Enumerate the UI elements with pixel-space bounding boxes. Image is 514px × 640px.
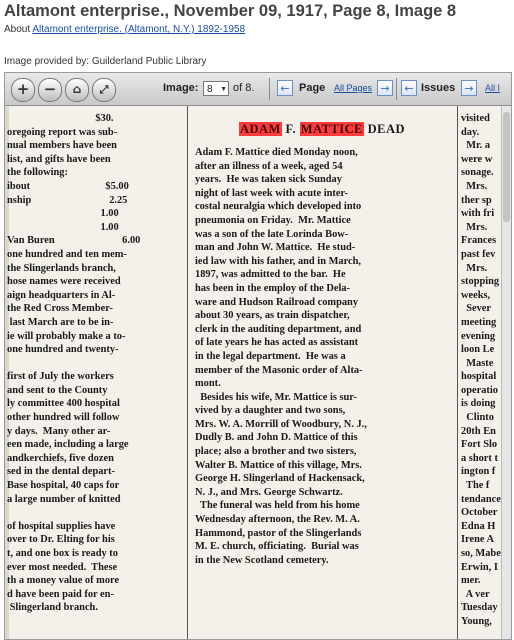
fullscreen-button[interactable] <box>92 78 116 102</box>
right-column-line: with fri <box>461 208 495 220</box>
right-column-line: ther sp <box>461 194 492 206</box>
column-rule <box>457 106 458 639</box>
article-line: Mrs. W. A. Morrill of Woodbury, N. J., <box>195 418 367 430</box>
right-column-line: Mrs. <box>461 221 488 233</box>
article-line: after an illness of a week, aged 54 <box>195 160 343 172</box>
left-column-line: th a money value of more <box>7 575 120 587</box>
scrollbar-thumb[interactable] <box>503 112 510 222</box>
article-line: in the New Scotland cemetery. <box>195 554 329 566</box>
article-column <box>191 106 453 567</box>
article-line: place; also a brother and two sisters, <box>195 446 357 458</box>
all-pages-link[interactable]: All Pages <box>334 83 373 93</box>
left-column-line: other hundred will follow <box>7 412 120 424</box>
article-line: member of the Masonic order of Alta- <box>195 364 363 376</box>
right-column-line: Mrs. <box>461 262 488 274</box>
viewer-toolbar <box>5 73 511 106</box>
right-column-line: is doing <box>461 398 496 410</box>
newspaper-link[interactable]: Altamont enterprise. (Altamont, N.Y.) 1892-1958 <box>32 24 246 35</box>
headline-initial: F. <box>285 122 297 136</box>
left-column-line: the Slingerlands branch, <box>7 262 116 274</box>
provided-by-text: Image provided by: Guilderland Public Library <box>4 56 207 67</box>
left-column-line: Slingerland branch. <box>7 602 98 614</box>
article-line: years. He was taken sick Sunday <box>195 174 342 186</box>
right-column-line: Tuesday <box>461 602 498 614</box>
left-column-line: andkerchiefs, five dozen <box>7 452 114 464</box>
article-line: night of last week with acute inter- <box>195 187 349 199</box>
right-column-line: Sever <box>461 303 492 315</box>
left-column-line: last March are to be in- <box>7 316 114 328</box>
article-line: The funeral was held from his home <box>195 500 360 512</box>
page-title: Altamont enterprise., November 09, 1917, Page 8, Image 8 <box>4 2 457 20</box>
article-line: M. E. church, officiating. Burial was <box>195 541 359 553</box>
left-column-line: y days. Many other ar- <box>7 425 111 437</box>
next-page-button[interactable] <box>377 80 393 96</box>
left-column-line: first of July the workers <box>7 371 114 383</box>
image-count: of 8. <box>233 82 255 94</box>
article-line: Adam F. Mattice died Monday noon, <box>195 147 358 158</box>
right-column-line: day. <box>461 126 480 138</box>
right-column-line: A ver <box>461 588 490 600</box>
article-line: Dudly B. and John D. Mattice of this <box>195 432 358 444</box>
article-line: clerk in the auditing department, and <box>195 323 362 335</box>
left-column-line: the Red Cross Member- <box>7 303 113 315</box>
article-line: mont. <box>195 378 221 390</box>
about-label: About <box>4 24 31 35</box>
left-column-line: oregoing report was sub- <box>7 126 118 138</box>
right-column-line: were w <box>461 153 493 165</box>
right-column-line: a short t <box>461 452 498 464</box>
prev-issue-button[interactable] <box>401 80 417 96</box>
left-column-line: list, and gifts have been <box>7 153 111 165</box>
prev-page-button[interactable] <box>277 80 293 96</box>
article-line: was a son of the late Lorinda Bow- <box>195 228 349 240</box>
article-line: ware and Hudson Railroad company <box>195 296 359 308</box>
article-line: ied law with his father, and in March, <box>195 255 361 267</box>
article-line: about 30 years, as train dispatcher, <box>195 310 350 322</box>
article-headline <box>191 119 453 139</box>
page-label: Page <box>299 82 326 94</box>
left-column-line: ie will probably make a to- <box>7 330 126 342</box>
plus-icon: + <box>16 80 30 98</box>
left-column-line: een made, including a large <box>7 439 129 451</box>
right-column-line: weeks, <box>461 289 493 301</box>
toolbar-divider <box>396 78 397 100</box>
left-column-line: one hundred and ten mem- <box>7 248 127 260</box>
article-line: Wednesday afternoon, the Rev. M. A. <box>195 514 360 526</box>
left-column-line: t, and one box is ready to <box>7 548 118 559</box>
article-line: vived by a daughter and two sons, <box>195 405 346 417</box>
image-label: Image: <box>163 82 199 94</box>
right-column-line: loon Le <box>461 344 495 356</box>
image-select[interactable] <box>203 81 229 96</box>
left-column-line: 1.00 <box>7 208 119 220</box>
left-column-line: aign headquarters in Al- <box>7 289 116 301</box>
article-line: N. J., and Mrs. George Schwartz. <box>195 486 343 498</box>
home-icon: ⌂ <box>72 82 82 96</box>
minus-icon: − <box>43 80 57 98</box>
image-select-value: 8 <box>207 84 213 95</box>
left-column-line: Base hospital, 40 caps for <box>7 480 120 492</box>
left-column-line: nship 2.25 <box>7 194 128 206</box>
article-line: of late years he has acted as assistant <box>195 337 359 349</box>
right-column-line: Erwin, I <box>461 561 498 573</box>
home-button[interactable] <box>65 78 89 102</box>
arrow-right-icon: → <box>464 82 474 95</box>
article-line: Besides his wife, Mr. Mattice is sur- <box>195 391 357 403</box>
right-column-line: past fev <box>461 248 496 260</box>
right-column-line: ington f <box>461 466 496 478</box>
right-column-line: evening <box>461 330 496 342</box>
column-rule <box>187 106 188 639</box>
left-column-line: nual members have been <box>7 140 117 152</box>
right-column-line: Edna H <box>461 520 496 532</box>
arrow-left-icon: ← <box>404 82 414 95</box>
left-column-line: d have been paid for en- <box>7 588 114 600</box>
headline-rest: DEAD <box>367 122 406 136</box>
about-line <box>4 24 245 35</box>
zoom-out-button[interactable] <box>38 78 62 102</box>
left-column-line <box>7 357 185 371</box>
right-column-line: sonage. <box>461 167 494 179</box>
article-line: George H. Slingerland of Hackensack, <box>195 473 365 485</box>
right-column-line: Clinto <box>461 412 494 424</box>
arrow-left-icon: ← <box>280 82 290 95</box>
left-column-line: over to Dr. Elting for his <box>7 534 115 546</box>
right-column-line: visited <box>461 113 490 124</box>
left-column-line: $30. <box>7 113 114 124</box>
left-column-line: ibout $5.00 <box>7 180 129 192</box>
next-issue-button[interactable] <box>461 80 477 96</box>
left-column-line: the following: <box>7 167 68 179</box>
arrow-right-icon: → <box>380 82 390 95</box>
left-column-line: ever most needed. These <box>7 561 118 573</box>
fullscreen-icon: ⤢ <box>99 83 109 96</box>
right-column-line: Young, <box>461 615 492 627</box>
right-column-line: Mr. a <box>461 140 491 152</box>
left-column-line <box>7 506 185 520</box>
right-column-line: Fort Slo <box>461 439 498 451</box>
right-column-line: hospital <box>461 371 497 383</box>
chevron-down-icon: ▼ <box>220 86 227 93</box>
right-column-line: meeting <box>461 316 497 328</box>
left-column-line: of hospital supplies have <box>7 520 116 532</box>
article-body <box>191 146 453 567</box>
headline-highlight: ADAM <box>239 122 281 136</box>
right-column-line: Mrs. <box>461 180 488 192</box>
zoom-in-button[interactable] <box>11 78 35 102</box>
right-column-line: tendance <box>461 493 501 505</box>
newspaper-scan[interactable] <box>5 106 511 639</box>
left-column-line: hose names were received <box>7 276 121 288</box>
image-viewer[interactable] <box>4 72 512 640</box>
left-column-line: ly committee 400 hospital <box>7 398 120 410</box>
right-column-line: mer. <box>461 575 481 587</box>
left-column-line: a large number of knitted <box>7 493 121 505</box>
right-column-line: stopping <box>461 276 500 288</box>
right-column-line: Maste <box>461 357 494 369</box>
left-column-line: 1.00 <box>7 221 119 233</box>
right-column-line: 20th En <box>461 425 496 437</box>
right-column-line: Irene A <box>461 534 494 546</box>
right-column-line: The f <box>461 480 490 492</box>
left-column <box>5 106 185 615</box>
article-line: has been in the employ of the Dela- <box>195 282 350 294</box>
right-column-line: Frances <box>461 235 497 247</box>
right-column-line: October <box>461 507 498 519</box>
article-line: Walter B. Mattice of this village, Mrs. <box>195 459 362 471</box>
right-column-line: so, Mabe <box>461 548 501 559</box>
vertical-scrollbar[interactable] <box>501 106 512 639</box>
article-line: man and John W. Mattice. He stud- <box>195 242 356 254</box>
right-column-line: operatio <box>461 384 498 396</box>
left-column-line: and sent to the County <box>7 384 108 396</box>
headline-highlight: MATTICE <box>300 122 364 136</box>
left-column-line: Van Buren 6.00 <box>7 235 141 247</box>
article-line: pneumonia on Friday. Mr. Mattice <box>195 214 351 226</box>
all-issues-link[interactable]: All I <box>485 83 501 93</box>
left-column-line: sed in the dental depart- <box>7 466 115 478</box>
article-line: 1897, was admitted to the bar. He <box>195 269 346 281</box>
article-line: in the legal department. He was a <box>195 350 346 362</box>
article-line: costal neuralgia which developed into <box>195 201 362 213</box>
article-line: Hammond, pastor of the Slingerlands <box>195 527 362 539</box>
left-column-line: one hundred and twenty- <box>7 344 119 356</box>
toolbar-divider <box>269 78 270 100</box>
issues-label: Issues <box>421 82 456 94</box>
